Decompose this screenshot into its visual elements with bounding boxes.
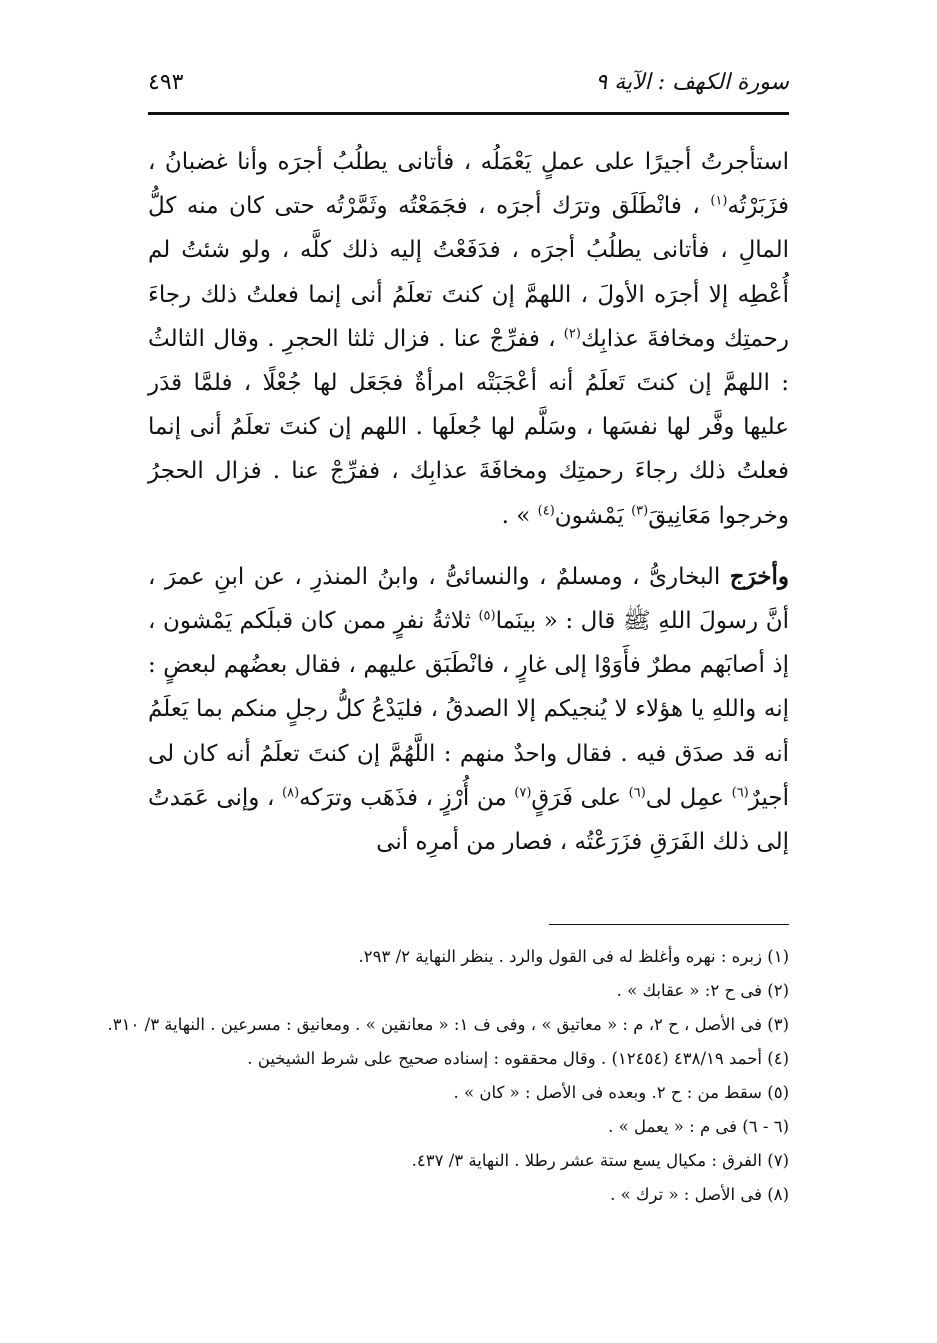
footnote-ref: (٣) — [631, 502, 649, 518]
text-segment: عمِل لى — [645, 784, 732, 811]
footnote-ref: (٤) — [537, 502, 555, 518]
footnote-4: (٤) أحمد ٤٣٨/١٩ (١٢٤٥٤) . وقال محققوه : إسناده صحيح على شرط الشيخين . — [247, 1049, 789, 1068]
page-header — [148, 62, 789, 102]
paragraph-1 — [148, 140, 789, 538]
page-number: ٤٩٣ — [148, 69, 184, 95]
text-segment: يَمْشون — [554, 502, 632, 529]
footnote-ref: (٢) — [563, 326, 581, 342]
text-segment: ثلاثةُ نفرٍ ممن كان قبلَكم يَمْشون ، إذ أصابَهم مطرٌ فأَوَوْا إلى غارٍ ، فانْطَبَق عليهم ، فقال بعضُهم لبعضٍ : إنه واللهِ يا هؤلاء لا يُنجيكم إلا الصدقُ ، فليَدْعُ كلُّ رجلٍ منكم بما يَعلَمُ أنه قد صدَق فيه . فقال واحدٌ منهم : اللَّهُمَّ إن كنتَ تعلَمُ أنه كان لى أجيرٌ — [148, 608, 789, 811]
text-segment: » . — [501, 502, 538, 529]
header-rule — [148, 112, 789, 115]
footnote-1: (١) زبره : نهره وأغلظ له فى القول والرد . ينظر النهاية ٢/ ٢٩٣. — [358, 947, 789, 966]
text-segment: ، ففرِّجْ عنا . فزال ثلثا الحجرِ . وقال الثالثُ : اللهمَّ إن كنتَ تَعلَمُ أنه أعْجَبَتْه امرأةٌ فجَعَل لها جُعْلًا ، فلمَّا قدَر عليها وفَّر لها نفسَها ، وسَلَّم لها جُعلَها . اللهم إن كنتَ تعلَمُ أنى إنما فعلتُ ذلك رجاءَ رحمتِك ومخافَةَ عذابِك ، ففرِّجْ عنا . فزال الحجرُ وخرجوا مَعَانِيقَ — [148, 325, 789, 529]
main-text — [148, 140, 789, 864]
footnote-ref: (١) — [710, 193, 728, 209]
footnote-8: (٨) فى الأصل : « ترك » . — [610, 1185, 789, 1204]
footnotes-list — [107, 940, 789, 1212]
footnote-3: (٣) فى الأصل ، ح ٢، م : « معاتيق » ، وفى ف ١: « معانقين » . ومعانيق : مسرعين . النهاية ٣/ ٣١٠. — [107, 1015, 789, 1034]
footnote-2: (٢) فى ح ٢: « عقابك » . — [616, 981, 789, 1000]
footnote-6: (٦ - ٦) فى م : « يعمل » . — [608, 1117, 789, 1136]
footnote-ref: (٧) — [514, 785, 532, 801]
running-title: سورة الكهف : الآية ٩ — [595, 69, 789, 95]
text-segment: استأجرتُ أجيرًا على عملٍ يَعْمَلُه ، فأتانى يطلُبُ أجرَه وأنا غضبانُ ، فزَبَرْتُه — [148, 149, 789, 220]
paragraph-lead-word: وأخرَج — [729, 562, 789, 590]
footnote-5: (٥) سقط من : ح ٢. وبعده فى الأصل : « كان » . — [453, 1083, 789, 1102]
text-segment: على فَرَقٍ — [531, 784, 629, 811]
footnote-ref: (٦) — [731, 785, 749, 801]
footnote-separator — [549, 924, 789, 925]
footnote-ref: (٥) — [478, 608, 496, 624]
footnote-ref: (٨) — [282, 785, 300, 801]
paragraph-2 — [148, 555, 789, 864]
text-segment: ، فانْطَلَق وترَك أجرَه ، فجَمَعْتُه وثَمَّرْتُه حتى كان منه كلُّ المالِ ، فأتانى يطلُبُ أجرَه ، فدَفَعْتُ إليه ذلك كلَّه ، ولو شئتُ لم أُعْطِه إلا أجرَه الأولَ ، اللهمَّ إن كنتَ تعلَمُ أنى إنما فعلتُ ذلك رجاءَ رحمتِك ومخافةَ عذابِك — [148, 193, 789, 352]
footnote-ref: (٦) — [628, 785, 646, 801]
text-segment: البخارىُّ ، ومسلمٌ ، والنسائىُّ ، وابنُ المنذرِ ، عن ابنِ عمرَ ، أنَّ رسولَ اللهِ ﷺ قال : « بينَما — [148, 563, 789, 635]
footnote-7: (٧) الفرق : مكيال يسع ستة عشر رطلا . النهاية ٣/ ٤٣٧. — [411, 1151, 789, 1170]
text-segment: ، وإنى عَمَدتُ إلى ذلك الفَرَقِ فزَرَعْتُه ، فصار من أمرِه أنى — [148, 784, 789, 856]
text-segment: من أُرْزٍ ، فذَهَب وترَكه — [299, 784, 515, 811]
